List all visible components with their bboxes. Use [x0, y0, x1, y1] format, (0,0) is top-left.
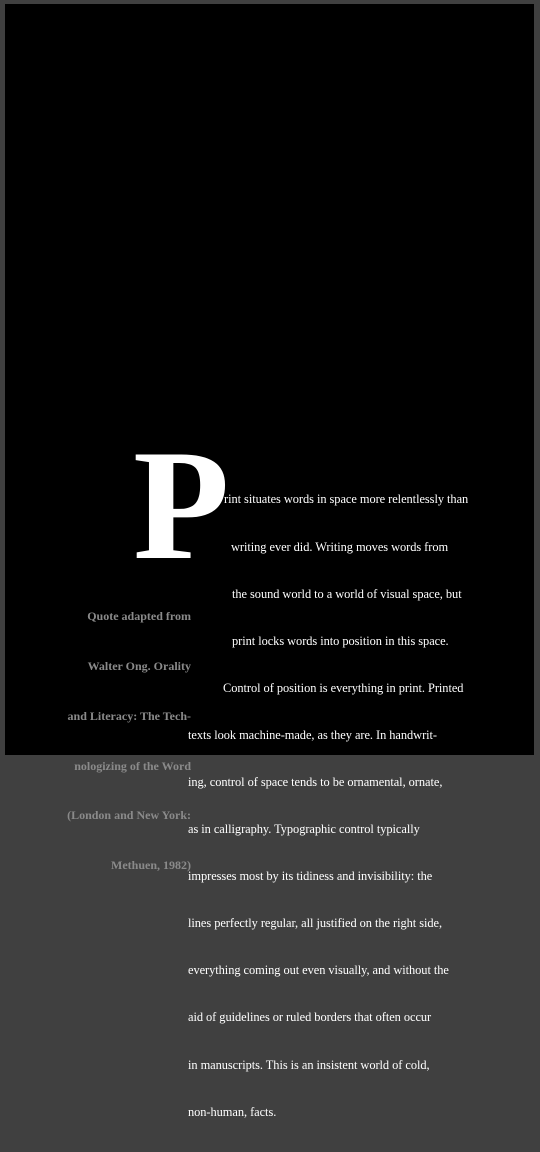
caption-line: Quote adapted from — [87, 609, 191, 624]
quote-line: ing, control of space tends to be ornamental, ornate, — [188, 774, 443, 789]
quote-line: as in calligraphy. Typographic control typically — [188, 822, 420, 837]
quote-line: the sound world to a world of visual space, but — [232, 586, 462, 601]
caption-line: and Literacy: The Tech- — [67, 708, 191, 723]
quote-line: Control of position is everything in print. Printed — [223, 680, 464, 695]
quote-line: lines perfectly regular, all justified on the right side, — [188, 916, 443, 931]
source-caption — [45, 575, 191, 907]
caption-line: Methuen, 1982) — [111, 858, 191, 873]
caption-line: Walter Ong. Orality — [87, 658, 191, 673]
quote-line: non-human, facts. — [188, 1104, 277, 1119]
quote-line: print locks words into position in this space. — [232, 633, 449, 648]
quote-line: rint situates words in space more relentlessly than — [224, 492, 469, 507]
quote-line: texts look machine-made, as they are. In handwrit- — [188, 727, 438, 742]
quote-line: aid of guidelines or ruled borders that often occur — [188, 1010, 432, 1025]
drop-cap-letter: P — [133, 418, 230, 593]
quote-line: everything coming out even visually, and without the — [188, 963, 449, 978]
quote-line: writing ever did. Writing moves words from — [231, 539, 449, 554]
caption-line: (London and New York: — [67, 808, 191, 823]
page — [5, 4, 534, 1119]
quote-line: impresses most by its tidiness and invisibility: the — [188, 869, 433, 884]
caption-line: nologizing of the Word — [74, 758, 191, 773]
quote-line: in manuscripts. This is an insistent world of cold, — [188, 1057, 430, 1072]
quote-body-text — [188, 461, 498, 1152]
